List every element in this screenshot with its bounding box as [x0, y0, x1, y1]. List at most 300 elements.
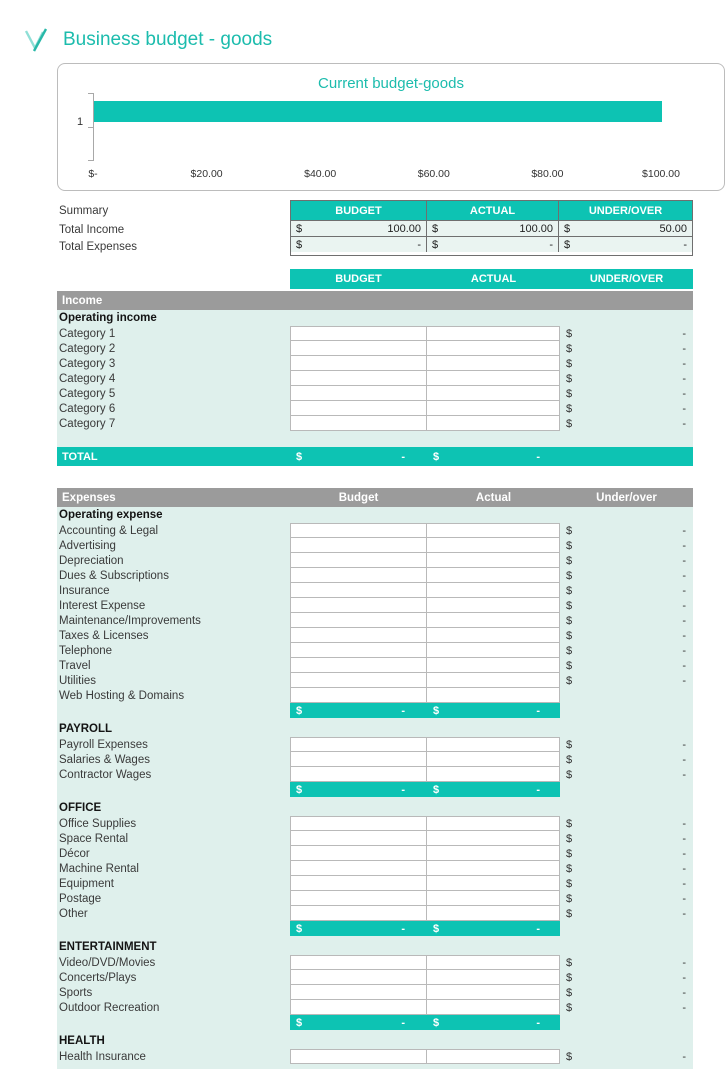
actual-input-cell[interactable] — [427, 752, 560, 767]
expenses-body — [57, 507, 693, 1069]
income-category-row — [57, 386, 693, 401]
income-category-row — [57, 341, 693, 356]
currency-symbol: $ — [566, 847, 573, 860]
actual-input-cell[interactable] — [427, 737, 560, 752]
under-over-value: - — [682, 986, 686, 999]
under-over-cell — [560, 1049, 693, 1064]
amount-value: 100.00 — [387, 222, 421, 235]
income-category-row — [57, 371, 693, 386]
chart-bar — [94, 101, 662, 122]
actual-input-cell[interactable] — [427, 861, 560, 876]
currency-symbol: $ — [566, 629, 573, 642]
under-over-cell — [560, 628, 693, 643]
income-category-row — [57, 416, 693, 431]
subtotal-budget-value: - — [401, 704, 405, 717]
summary-value-cell[interactable] — [427, 221, 559, 236]
income-category-row — [57, 356, 693, 371]
under-over-cell — [560, 523, 693, 538]
subtotal-actual-value: - — [536, 783, 540, 796]
budget-input-cell[interactable] — [290, 955, 427, 970]
currency-symbol: $ — [566, 986, 573, 999]
summary-header-row — [291, 201, 692, 220]
expense-row — [57, 523, 693, 538]
group-subtotal-row — [290, 1015, 560, 1030]
budget-input-cell[interactable] — [290, 401, 427, 416]
actual-input-cell[interactable] — [427, 970, 560, 985]
section-title: Income — [62, 294, 103, 307]
currency-symbol: $ — [566, 402, 573, 415]
actual-input-cell[interactable] — [427, 767, 560, 782]
total-actual-value: - — [536, 450, 540, 463]
under-over-cell — [560, 643, 693, 658]
budget-input-cell[interactable] — [290, 341, 427, 356]
amount-value: - — [417, 238, 421, 251]
column-header: BUDGET — [290, 269, 427, 289]
amount-value: 50.00 — [659, 222, 687, 235]
x-axis-tick-labels — [88, 168, 680, 182]
currency-symbol: $ — [296, 704, 303, 717]
chart-plot-area — [77, 93, 661, 161]
under-over-cell — [560, 613, 693, 628]
under-over-cell — [560, 752, 693, 767]
budget-input-cell[interactable] — [290, 985, 427, 1000]
column-header: Budget — [338, 491, 379, 504]
row-label: Category 3 — [59, 357, 116, 370]
group-subtotal-row — [290, 703, 560, 718]
actual-input-cell[interactable] — [427, 846, 560, 861]
under-over-cell — [560, 356, 693, 371]
currency-symbol: $ — [433, 704, 440, 717]
currency-symbol: $ — [566, 614, 573, 627]
currency-symbol: $ — [296, 238, 303, 251]
under-over-cell — [560, 970, 693, 985]
actual-input-cell[interactable] — [427, 386, 560, 401]
summary-value-cell[interactable] — [427, 237, 559, 252]
income-category-row — [57, 401, 693, 416]
currency-symbol: $ — [566, 584, 573, 597]
actual-input-cell[interactable] — [427, 831, 560, 846]
summary-labels — [57, 200, 290, 256]
expense-row — [57, 767, 693, 782]
under-over-value: - — [682, 417, 686, 430]
summary-value-cell[interactable] — [291, 237, 427, 252]
actual-input-cell[interactable] — [427, 356, 560, 371]
expense-row — [57, 846, 693, 861]
currency-symbol: $ — [296, 1016, 303, 1029]
currency-symbol: $ — [433, 922, 440, 935]
expense-row — [57, 553, 693, 568]
expense-row — [57, 752, 693, 767]
row-label: Space Rental — [59, 832, 129, 845]
actual-input-cell[interactable] — [427, 658, 560, 673]
currency-symbol: $ — [432, 238, 439, 251]
expense-row — [57, 658, 693, 673]
subtotal-actual-cell — [427, 1017, 560, 1029]
actual-input-cell[interactable] — [427, 906, 560, 921]
row-label: Telephone — [59, 644, 113, 657]
row-label: Accounting & Legal — [59, 524, 159, 537]
row-label: Maintenance/Improvements — [59, 614, 201, 627]
under-over-value: - — [682, 768, 686, 781]
under-over-value: - — [682, 1050, 686, 1063]
actual-input-cell[interactable] — [427, 523, 560, 538]
subtotal-actual-cell — [427, 705, 560, 717]
under-over-value: - — [682, 372, 686, 385]
row-label: Web Hosting & Domains — [59, 689, 185, 702]
expense-row — [57, 737, 693, 752]
currency-symbol: $ — [433, 783, 440, 796]
subtotal-budget-cell — [290, 1017, 427, 1029]
row-label: Video/DVD/Movies — [59, 956, 156, 969]
budget-input-cell[interactable] — [290, 583, 427, 598]
budget-input-cell[interactable] — [290, 613, 427, 628]
section-title: Expenses — [62, 491, 116, 504]
expense-row — [57, 688, 693, 703]
budget-input-cell[interactable] — [290, 538, 427, 553]
x-axis-tick-label: $- — [88, 168, 98, 180]
subtotal-budget-value: - — [401, 922, 405, 935]
expense-group-title: HEALTH — [59, 1035, 105, 1047]
under-over-value: - — [682, 674, 686, 687]
actual-input-cell[interactable] — [427, 401, 560, 416]
expense-row — [57, 583, 693, 598]
row-label: Advertising — [59, 539, 116, 552]
expense-group-title: ENTERTAINMENT — [59, 941, 157, 953]
under-over-value: - — [682, 402, 686, 415]
budget-input-cell[interactable] — [290, 598, 427, 613]
under-over-cell — [560, 538, 693, 553]
subtotal-budget-cell — [290, 923, 427, 935]
under-over-value: - — [682, 644, 686, 657]
currency-symbol: $ — [296, 450, 303, 463]
under-over-cell — [560, 1000, 693, 1015]
actual-input-cell[interactable] — [427, 1000, 560, 1015]
group-subtotal-row — [290, 782, 560, 797]
under-over-value: - — [682, 892, 686, 905]
chart-title: Current budget-goods — [318, 75, 464, 92]
actual-input-cell[interactable] — [427, 568, 560, 583]
under-over-cell — [560, 583, 693, 598]
x-axis-tick-label: $40.00 — [304, 168, 337, 180]
expense-group-title: Operating expense — [59, 509, 163, 521]
actual-input-cell[interactable] — [427, 673, 560, 688]
budget-input-cell[interactable] — [290, 816, 427, 831]
actual-input-cell[interactable] — [427, 553, 560, 568]
expense-row — [57, 568, 693, 583]
under-over-cell — [560, 326, 693, 341]
under-over-cell — [560, 673, 693, 688]
budget-input-cell[interactable] — [290, 846, 427, 861]
amount-value: - — [683, 238, 687, 251]
summary-value-cell[interactable] — [291, 221, 427, 236]
under-over-value: - — [682, 753, 686, 766]
under-over-value: - — [682, 569, 686, 582]
row-label: Category 5 — [59, 387, 116, 400]
under-over-cell — [560, 846, 693, 861]
actual-input-cell[interactable] — [427, 1049, 560, 1064]
actual-input-cell[interactable] — [427, 891, 560, 906]
expense-row — [57, 955, 693, 970]
row-label: Contractor Wages — [59, 768, 152, 781]
under-over-cell — [560, 371, 693, 386]
row-label: Other — [59, 907, 88, 920]
expense-row — [57, 673, 693, 688]
summary-row-label: Total Expenses — [59, 241, 137, 254]
under-over-cell — [560, 568, 693, 583]
currency-symbol: $ — [564, 238, 571, 251]
row-label: Utilities — [59, 674, 97, 687]
sheet-area — [57, 200, 693, 1069]
budget-input-cell[interactable] — [290, 658, 427, 673]
total-label: TOTAL — [62, 450, 98, 463]
summary-column-header: ACTUAL — [427, 201, 559, 220]
budget-input-cell[interactable] — [290, 1049, 427, 1064]
income-category-row — [57, 326, 693, 341]
brand-checkmark-icon — [24, 26, 54, 53]
expense-row — [57, 1000, 693, 1015]
under-over-cell — [560, 401, 693, 416]
x-axis-tick-label: $60.00 — [417, 168, 450, 180]
amount-value: - — [549, 238, 553, 251]
budget-input-cell[interactable] — [290, 891, 427, 906]
summary-table-row — [291, 220, 692, 236]
column-header: Under/over — [596, 491, 657, 504]
budget-input-cell[interactable] — [290, 752, 427, 767]
spacer — [57, 431, 693, 447]
currency-symbol: $ — [566, 524, 573, 537]
row-label: Insurance — [59, 584, 110, 597]
actual-input-cell[interactable] — [427, 341, 560, 356]
under-over-value: - — [682, 357, 686, 370]
currency-symbol: $ — [566, 387, 573, 400]
currency-symbol: $ — [432, 222, 439, 235]
actual-input-cell[interactable] — [427, 955, 560, 970]
actual-input-cell[interactable] — [427, 598, 560, 613]
expenses-section-header — [57, 488, 693, 507]
under-over-value: - — [682, 907, 686, 920]
x-axis-tick-label: $20.00 — [190, 168, 223, 180]
under-over-value: - — [682, 614, 686, 627]
currency-symbol: $ — [566, 862, 573, 875]
under-over-value: - — [682, 738, 686, 751]
actual-input-cell[interactable] — [427, 326, 560, 341]
row-label: Décor — [59, 847, 90, 860]
page-title: Business budget - goods — [63, 28, 273, 50]
under-over-cell — [560, 955, 693, 970]
summary-table — [290, 200, 693, 256]
budget-input-cell[interactable] — [290, 831, 427, 846]
currency-symbol: $ — [566, 327, 573, 340]
column-header: Actual — [475, 491, 512, 504]
under-over-value: - — [682, 971, 686, 984]
under-over-cell — [560, 891, 693, 906]
under-over-value: - — [682, 554, 686, 567]
currency-symbol: $ — [566, 357, 573, 370]
row-label: Outdoor Recreation — [59, 1001, 160, 1014]
summary-value-cell[interactable] — [559, 221, 692, 236]
subtotal-actual-value: - — [536, 922, 540, 935]
budget-input-cell[interactable] — [290, 386, 427, 401]
under-over-cell — [560, 553, 693, 568]
currency-symbol: $ — [566, 569, 573, 582]
expense-row — [57, 643, 693, 658]
under-over-value: - — [682, 1001, 686, 1014]
total-budget-value: - — [401, 450, 405, 463]
currency-symbol: $ — [566, 554, 573, 567]
currency-symbol: $ — [433, 450, 440, 463]
row-label: Payroll Expenses — [59, 738, 148, 751]
group-subtotal-row — [290, 921, 560, 936]
under-over-cell — [560, 688, 693, 703]
row-label: Machine Rental — [59, 862, 139, 875]
expense-group-title: PAYROLL — [59, 723, 113, 735]
currency-symbol: $ — [296, 783, 303, 796]
currency-symbol: $ — [566, 738, 573, 751]
row-label: Postage — [59, 892, 102, 905]
currency-symbol: $ — [566, 644, 573, 657]
subtotal-budget-value: - — [401, 783, 405, 796]
currency-symbol: $ — [566, 907, 573, 920]
under-over-cell — [560, 737, 693, 752]
currency-symbol: $ — [564, 222, 571, 235]
income-total-row — [57, 447, 693, 466]
budget-input-cell[interactable] — [290, 371, 427, 386]
currency-symbol: $ — [566, 674, 573, 687]
actual-input-cell[interactable] — [427, 628, 560, 643]
under-over-value: - — [682, 862, 686, 875]
budget-input-cell[interactable] — [290, 906, 427, 921]
budget-input-cell[interactable] — [290, 1000, 427, 1015]
total-actual-cell — [427, 451, 560, 463]
row-label: Category 1 — [59, 327, 116, 340]
axis-tick — [88, 160, 93, 161]
budget-input-cell[interactable] — [290, 326, 427, 341]
budget-input-cell[interactable] — [290, 767, 427, 782]
row-label: Category 7 — [59, 417, 116, 430]
actual-input-cell[interactable] — [427, 416, 560, 431]
subtotal-actual-value: - — [536, 1016, 540, 1029]
budget-input-cell[interactable] — [290, 970, 427, 985]
row-label: Office Supplies — [59, 817, 137, 830]
subtotal-budget-cell — [290, 784, 427, 796]
budget-input-cell[interactable] — [290, 356, 427, 371]
under-over-cell — [560, 831, 693, 846]
currency-symbol: $ — [566, 372, 573, 385]
currency-symbol: $ — [566, 599, 573, 612]
actual-input-cell[interactable] — [427, 688, 560, 703]
expense-row — [57, 628, 693, 643]
actual-input-cell[interactable] — [427, 816, 560, 831]
subtotal-budget-value: - — [401, 1016, 405, 1029]
row-label: Depreciation — [59, 554, 124, 567]
row-label: Travel — [59, 659, 91, 672]
under-over-value: - — [682, 539, 686, 552]
subtotal-actual-value: - — [536, 704, 540, 717]
currency-symbol: $ — [296, 922, 303, 935]
budget-input-cell[interactable] — [290, 643, 427, 658]
under-over-cell — [560, 876, 693, 891]
under-over-cell — [560, 416, 693, 431]
budget-input-cell[interactable] — [290, 416, 427, 431]
budget-input-cell[interactable] — [290, 628, 427, 643]
under-over-value: - — [682, 327, 686, 340]
currency-symbol: $ — [566, 832, 573, 845]
currency-symbol: $ — [566, 1001, 573, 1014]
actual-input-cell[interactable] — [427, 583, 560, 598]
under-over-value: - — [682, 342, 686, 355]
subtotal-actual-cell — [427, 784, 560, 796]
row-label: Taxes & Licenses — [59, 629, 149, 642]
actual-input-cell[interactable] — [427, 538, 560, 553]
under-over-value: - — [682, 629, 686, 642]
budget-input-cell[interactable] — [290, 737, 427, 752]
expense-row — [57, 1049, 693, 1064]
x-axis-tick-label: $100.00 — [642, 168, 680, 180]
budget-input-cell[interactable] — [290, 523, 427, 538]
summary-row-label: Total Income — [59, 223, 125, 236]
under-over-value: - — [682, 584, 686, 597]
under-over-cell — [560, 598, 693, 613]
budget-input-cell[interactable] — [290, 553, 427, 568]
under-over-cell — [560, 658, 693, 673]
expense-row — [57, 613, 693, 628]
income-body — [57, 310, 693, 466]
budget-input-cell[interactable] — [290, 876, 427, 891]
under-over-value: - — [682, 599, 686, 612]
axis-tick — [88, 93, 93, 94]
column-header: UNDER/OVER — [560, 269, 693, 289]
budget-input-cell[interactable] — [290, 861, 427, 876]
row-label: Category 6 — [59, 402, 116, 415]
budget-input-cell[interactable] — [290, 688, 427, 703]
total-budget-cell — [290, 451, 427, 463]
row-label: Sports — [59, 986, 93, 999]
summary-column-header: BUDGET — [291, 201, 427, 220]
expense-row — [57, 598, 693, 613]
summary-column-header: UNDER/OVER — [559, 201, 692, 220]
actual-input-cell[interactable] — [427, 876, 560, 891]
currency-symbol: $ — [566, 417, 573, 430]
under-over-value: - — [682, 877, 686, 890]
under-over-value: - — [682, 956, 686, 969]
row-label: Category 2 — [59, 342, 116, 355]
under-over-value: - — [682, 832, 686, 845]
currency-symbol: $ — [566, 817, 573, 830]
summary-table-row — [291, 236, 692, 252]
actual-input-cell[interactable] — [427, 643, 560, 658]
row-label: Health Insurance — [59, 1050, 146, 1063]
currency-symbol: $ — [433, 1016, 440, 1029]
expense-row — [57, 816, 693, 831]
expense-row — [57, 876, 693, 891]
actual-input-cell[interactable] — [427, 371, 560, 386]
under-over-value: - — [682, 847, 686, 860]
row-label: Concerts/Plays — [59, 971, 137, 984]
actual-input-cell[interactable] — [427, 985, 560, 1000]
actual-input-cell[interactable] — [427, 613, 560, 628]
row-label: Salaries & Wages — [59, 753, 150, 766]
under-over-cell — [560, 861, 693, 876]
currency-symbol: $ — [566, 892, 573, 905]
currency-symbol: $ — [566, 956, 573, 969]
under-over-cell — [560, 816, 693, 831]
budget-input-cell[interactable] — [290, 568, 427, 583]
summary-value-cell[interactable] — [559, 237, 692, 252]
currency-symbol: $ — [566, 342, 573, 355]
under-over-value: - — [682, 387, 686, 400]
subtotal-budget-cell — [290, 705, 427, 717]
budget-input-cell[interactable] — [290, 673, 427, 688]
